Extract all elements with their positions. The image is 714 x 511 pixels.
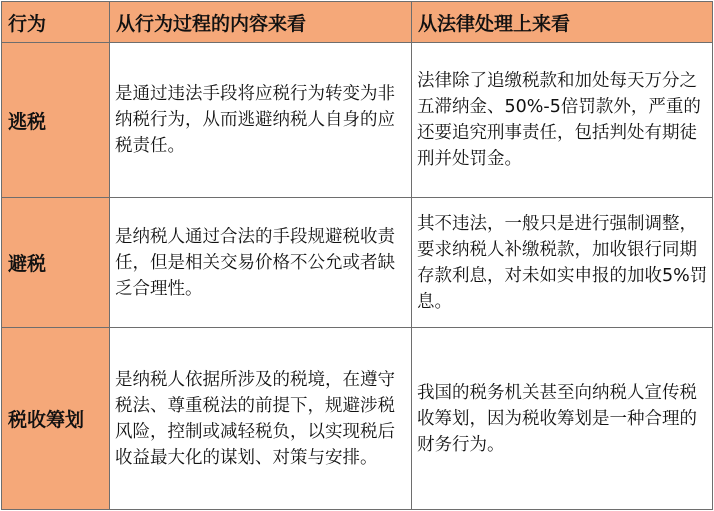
row-action-tax-planning: 税收筹划: [2, 328, 110, 510]
table-header: [2, 2, 713, 43]
table-row: [2, 198, 713, 328]
header-legal: 从法律处理上来看: [412, 2, 713, 43]
row-process-cell: 是纳税人依据所涉及的税境，在遵守税法、尊重税法的前提下，规避涉税风险，控制或减轻税负，以实现税后收益最大化的谋划、对策与安排。: [110, 328, 412, 510]
tax-comparison-table: [1, 1, 713, 510]
row-legal-cell: 其不违法，一般只是进行强制调整，要求纳税人补缴税款，加收银行同期存款利息，对未如实申报的加收5%罚息。: [412, 198, 713, 328]
header-row: [2, 2, 713, 43]
table-body: [2, 43, 713, 510]
row-action-tax-avoidance: 避税: [2, 198, 110, 328]
header-process: 从行为过程的内容来看: [110, 2, 412, 43]
row-action-tax-evasion: 逃税: [2, 43, 110, 198]
table-row: [2, 328, 713, 510]
row-legal-cell: 法律除了追缴税款和加处每天万分之五滞纳金、50%-5倍罚款外，严重的还要追究刑事责任，包括判处有期徒刑并处罚金。: [412, 43, 713, 198]
table-row: [2, 43, 713, 198]
header-action: 行为: [2, 2, 110, 43]
row-process-cell: 是通过违法手段将应税行为转变为非纳税行为，从而逃避纳税人自身的应税责任。: [110, 43, 412, 198]
row-legal-cell: 我国的税务机关甚至向纳税人宣传税收筹划，因为税收筹划是一种合理的财务行为。: [412, 328, 713, 510]
row-process-cell: 是纳税人通过合法的手段规避税收责任，但是相关交易价格不公允或者缺乏合理性。: [110, 198, 412, 328]
